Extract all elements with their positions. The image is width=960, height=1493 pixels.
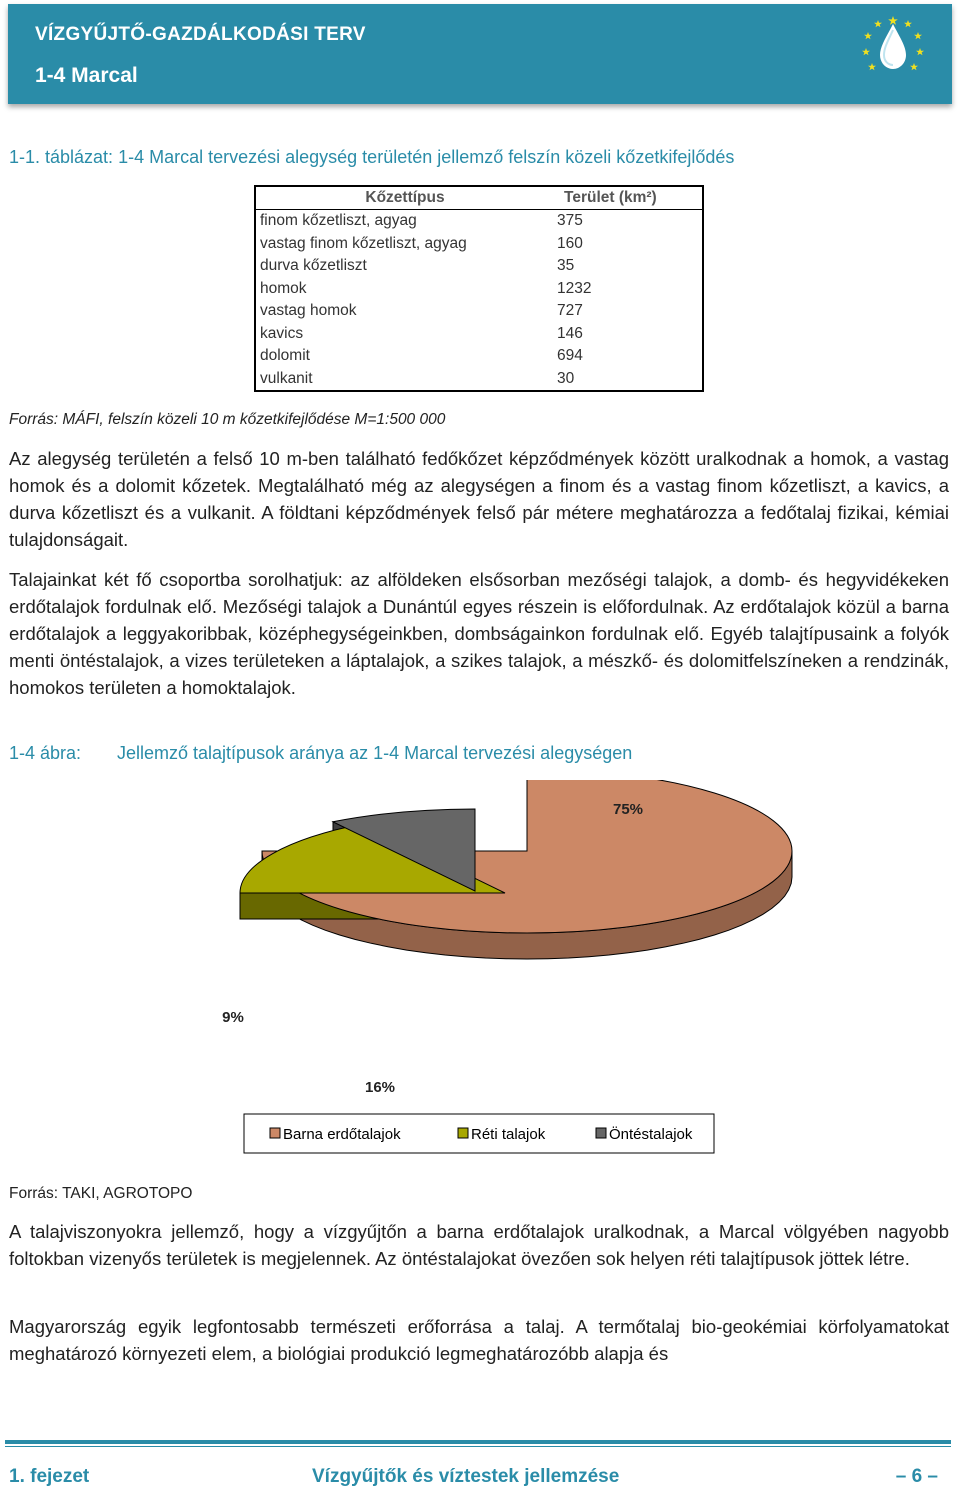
table-row (255, 233, 703, 256)
table-caption-title: 1-4 Marcal tervezési alegység területén jellemző felszín közeli kőzetkifejlődés (118, 147, 735, 167)
area-cell: 160 (557, 234, 583, 252)
area-cell: 727 (557, 302, 583, 320)
area-cell: 1232 (557, 279, 592, 297)
footer-page-number: – 6 – (895, 1466, 938, 1487)
table-caption (9, 147, 734, 168)
eu-water-drop-logo-icon (856, 10, 930, 80)
rock-type-cell: homok (260, 279, 307, 297)
figure-caption-title: Jellemző talajtípusok aránya az 1-4 Marcal tervezési alegységen (117, 743, 633, 763)
rock-type-table (254, 185, 704, 392)
paragraph-soil-resource: Magyarország egyik legfontosabb természeti erőforrása a talaj. A termőtalaj bio-geokémiai körfolyamatokat meghatározó környezeti elem, a biológiai produkció legmeghatározóbb alapja és (9, 1316, 949, 1364)
table-header-row (255, 186, 703, 210)
paragraph-geology: Az alegység területén a felső 10 m-ben található fedőkőzet képződmények között uralkodnak a homok, a vastag homok és a dolomit kőzetek. Megtalálható még az alegységen a finom és a vastag finom kőzetliszt, a kavics, a durva kőzetliszt és a vulkanit. A földtani képződmények felső pár métere meghatározza a fedőtalaj fizikai, kémiai tulajdonságait. (9, 448, 949, 550)
rock-type-cell: kavics (260, 324, 304, 342)
header-banner (8, 4, 952, 104)
pie-percent-label: 75% (612, 801, 644, 818)
footer-divider-thin (5, 1446, 951, 1447)
paragraph-soil-conditions: A talajviszonyokra jellemző, hogy a vízgyűjtőn a barna erdőtalajok uralkodnak, a Marcal völgyében nagyobb foltokban vizenyős területek is megjelennek. Az öntéstalajokat övezően sok helyen réti talajtípusok jöttek létre. (9, 1221, 949, 1269)
rock-type-cell: dolomit (260, 347, 310, 365)
soil-type-pie-chart (0, 780, 960, 1170)
table-row (255, 255, 703, 278)
table-row (255, 323, 703, 346)
table-row (255, 368, 703, 392)
column-header-rock-type: Kőzettípus (255, 186, 550, 210)
table-row (255, 345, 703, 368)
footer-chapter: 1. fejezet (9, 1466, 90, 1487)
area-cell: 694 (557, 347, 583, 365)
chart-source-note: Forrás: TAKI, AGROTOPO (9, 1185, 193, 1202)
legend-swatch (596, 1128, 606, 1138)
paragraph-soil-groups: Talajainkat két fő csoportba sorolhatjuk: az alföldeken elsősorban mezőségi talajok, a domb- és hegyvidékeken erdőtalajok fordulnak elő. Mezőségi talajok a Dunántúl egyes részein is előfordulnak. Az erdőtalajok közül a barna erdőtalajok a leggyakoribbak, középhegységeinkben, dombságainkon fordulnak elő. Egyéb talajtípusaink a folyók menti öntéstalajok, a vizes területeken a láptalajok, a szikes talajok, a mészkő- és dolomitfelszíneken a rendzinák, homokos területen a homoktalajok. (9, 569, 949, 698)
document-subtitle: 1-4 Marcal (35, 64, 138, 87)
area-cell: 35 (557, 257, 575, 275)
legend-label: Barna erdőtalajok (283, 1126, 401, 1143)
figure-caption (9, 743, 633, 764)
rock-type-cell: finom kőzetliszt, agyag (260, 212, 417, 230)
area-cell: 375 (557, 212, 583, 230)
table-caption-label: 1-1. táblázat: (9, 147, 114, 167)
pie-percent-label: 9% (222, 1009, 244, 1026)
legend-label: Öntéstalajok (609, 1126, 693, 1143)
legend-swatch (458, 1128, 468, 1138)
footer-divider (5, 1440, 951, 1444)
rock-type-cell: vastag homok (260, 302, 357, 320)
table-source-note: Forrás: MÁFI, felszín közeli 10 m kőzetkifejlődése M=1:500 000 (9, 411, 446, 428)
rock-type-cell: durva kőzetliszt (260, 257, 367, 275)
rock-type-cell: vastag finom kőzetliszt, agyag (260, 234, 467, 252)
rock-type-cell: vulkanit (260, 369, 313, 387)
table-row (255, 278, 703, 301)
area-cell: 146 (557, 324, 583, 342)
document-title: VÍZGYŰJTŐ-GAZDÁLKODÁSI TERV (35, 24, 366, 45)
column-header-area: Terület (km²) (550, 186, 703, 210)
figure-caption-label: 1-4 ábra: (9, 743, 82, 763)
pie-percent-label: 16% (364, 1079, 396, 1096)
footer-chapter-title: Vízgyűjtők és víztestek jellemzése (312, 1466, 620, 1487)
legend-label: Réti talajok (471, 1126, 546, 1143)
table-row (255, 300, 703, 323)
table-row (255, 210, 703, 233)
legend-swatch (270, 1128, 280, 1138)
area-cell: 30 (557, 369, 575, 387)
